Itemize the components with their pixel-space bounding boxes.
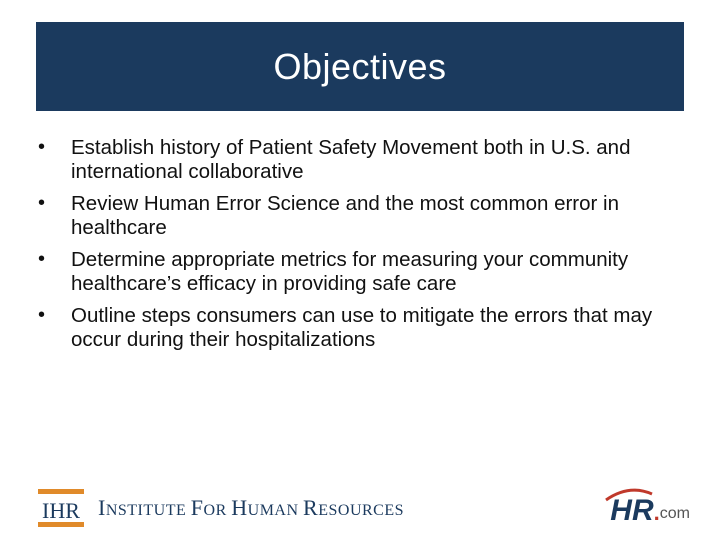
bullet-text: Establish history of Patient Safety Movement both in U.S. and international collaborative xyxy=(71,136,631,183)
bullet-icon: • xyxy=(38,304,46,326)
bullet-icon: • xyxy=(38,192,46,214)
hr-com-logo xyxy=(610,490,690,526)
hr-logo-dot: . xyxy=(653,500,660,525)
list-item xyxy=(38,192,688,239)
title-bar xyxy=(36,22,684,111)
institute-name: INSTITUTE FOR HUMAN RESOURCES xyxy=(98,495,405,520)
bullet-icon: • xyxy=(38,248,46,270)
list-item xyxy=(38,136,688,183)
objectives-list xyxy=(38,136,688,360)
bullet-text: Determine appropriate metrics for measuring your community healthcare’s efficacy in providing safe care xyxy=(71,248,629,295)
list-item xyxy=(38,304,688,351)
hr-logo-mark: HR xyxy=(610,496,653,526)
hr-logo-com: com xyxy=(659,505,690,522)
slide-title: Objectives xyxy=(273,45,447,87)
bullet-text: Review Human Error Science and the most common error in healthcare xyxy=(71,192,620,239)
institute-logo-group xyxy=(38,488,404,528)
bullet-text: Outline steps consumers can use to mitigate the errors that may occur during their hospitalizations xyxy=(71,304,653,351)
ihr-logo-icon xyxy=(38,489,84,527)
ihr-logo-text: IHR xyxy=(42,498,80,523)
list-item xyxy=(38,248,688,295)
swoosh-icon xyxy=(604,488,654,502)
bullet-icon: • xyxy=(38,136,46,158)
